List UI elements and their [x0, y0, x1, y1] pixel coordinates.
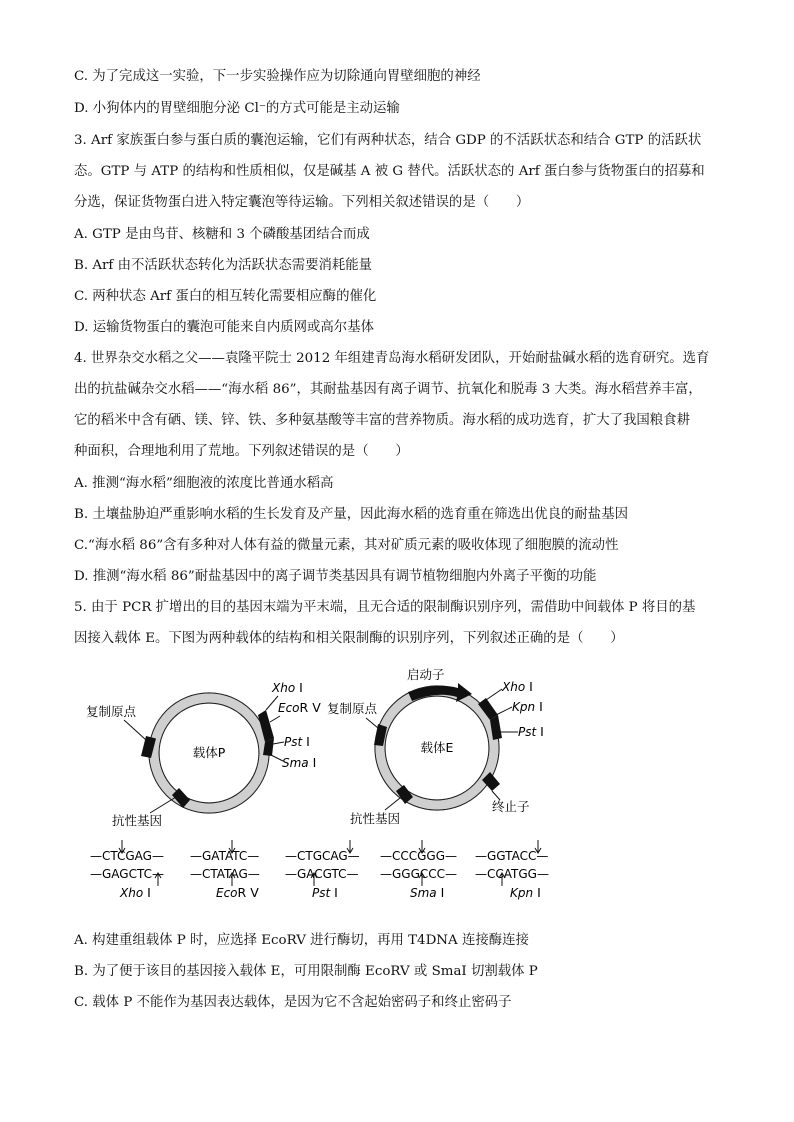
question-4-line-3: 它的稻米中含有硒、镁、锌、铁、多种氨基酸等丰富的营养物质。海水稻的成功选育，扩大了我国粮食耕 — [74, 413, 690, 428]
enzyme-psti-bottom: —GACGTC— — [285, 867, 359, 881]
vector-e-promoter-label: 启动子 — [407, 667, 445, 682]
question-4-line-1: 4. 世界杂交水稻之父——袁隆平院士 2012 年组建青岛海水稻研发团队，开始耐盐碱水稻的选育研究。选育 — [74, 351, 710, 366]
option-3c: C. 两种状态 Arf 蛋白的相互转化需要相应酶的催化 — [74, 289, 377, 304]
vector-e-name: 载体E — [420, 740, 454, 755]
option-4a: A. 推测“海水稻”细胞液的浓度比普通水稻高 — [74, 476, 334, 491]
leader-e-xhoi — [486, 689, 502, 700]
question-3-line-2: 态。GTP 与 ATP 的结构和性质相似，仅是碱基 A 被 G 替代。活跃状态的 Arf 蛋白参与货物蛋白的招募和 — [74, 164, 705, 179]
question-4-line-2: 出的抗盐碱杂交水稻——“海水稻 86”，其耐盐基因有离子调节、抗氧化和脱毒 3 大类。海水稻营养丰富， — [74, 382, 702, 397]
enzyme-xhoi — [90, 840, 164, 900]
vector-p-site-xhoi: Xho I — [272, 680, 303, 695]
vector-e — [327, 667, 544, 826]
question-5-line-2: 因接入载体 E。下图为两种载体的结构和相关限制酶的识别序列，下列叙述正确的是（ ） — [74, 631, 624, 646]
option-5c: C. 载体 P 不能作为基因表达载体，是因为它不含起始密码子和终止密码子 — [74, 995, 512, 1010]
vector-e-resistance-label: 抗性基因 — [350, 811, 401, 826]
option-2c: C. 为了完成这一实验，下一步实验操作应为切除通向胃壁细胞的神经 — [74, 69, 481, 84]
enzyme-smai-label: Sma I — [410, 885, 445, 900]
enzyme-kpni-top: —GGTACC— — [475, 849, 549, 863]
enzyme-kpni-label: Kpn I — [510, 885, 541, 900]
leader-xhoi — [266, 696, 278, 710]
enzyme-smai — [380, 840, 457, 900]
vector-e-ori-label: 复制原点 — [327, 701, 378, 716]
option-4c: C.“海水稻 86”含有多种对人体有益的微量元素，其对矿质元素的吸收体现了细胞膜的流动性 — [74, 538, 619, 553]
question-4-line-4: 种面积，合理地利用了荒地。下列叙述错误的是（ ） — [74, 444, 409, 459]
vector-e-site-kpni: Kpn I — [512, 699, 543, 714]
enzyme-ecorv-label: EcoR V — [216, 885, 259, 900]
option-5b: B. 为了便于该目的基因接入载体 E，可用限制酶 EcoRV 或 SmaI 切割载体 P — [74, 964, 538, 979]
question-3-line-1: 3. Arf 家族蛋白参与蛋白质的囊泡运输，它们有两种状态，结合 GDP 的不活跃状态和结合 GTP 的活跃状 — [74, 133, 702, 148]
vector-e-terminator-label: 终止子 — [492, 799, 530, 814]
vector-p-site-psti: Pst I — [284, 734, 310, 749]
vector-e-site-psti: Pst I — [518, 724, 544, 739]
vector-p — [86, 680, 321, 828]
vector-p-site-smai: Sma I — [282, 755, 317, 770]
enzyme-kpni — [475, 840, 549, 900]
enzyme-sequences — [90, 840, 549, 900]
leader-psti — [273, 742, 284, 744]
vector-e-site-xhoi: Xho I — [502, 679, 533, 694]
enzyme-xhoi-top: —CTCGAG— — [90, 849, 164, 863]
vector-diagram — [80, 660, 570, 910]
enzyme-smai-bottom: —GGGCCC— — [380, 867, 458, 881]
enzyme-psti-top: —CTGCAG— — [285, 849, 360, 863]
vector-e-ori-leader — [366, 718, 378, 728]
vector-p-name: 载体P — [192, 745, 226, 760]
option-4b: B. 土壤盐胁迫严重影响水稻的生长发育及产量，因此海水稻的选育重在筛选出优良的耐盐基因 — [74, 507, 628, 522]
enzyme-ecorv-bottom: —CTATAG— — [190, 867, 260, 881]
enzyme-ecorv-top: —GATATC— — [190, 849, 260, 863]
vector-p-ori-label: 复制原点 — [86, 704, 137, 719]
question-3-line-3: 分选，保证货物蛋白进入特定囊泡等待运输。下列相关叙述错误的是（ ） — [74, 195, 530, 210]
option-3a: A. GTP 是由鸟苷、核糖和 3 个磷酸基团结合而成 — [74, 227, 370, 242]
leader-e-kpni — [494, 707, 512, 716]
vector-p-resistance-leader — [150, 797, 176, 813]
question-5-line-1: 5. 由于 PCR 扩增出的目的基因末端为平末端，且无合适的限制酶识别序列，需借助中间载体 P 将目的基 — [74, 600, 696, 615]
enzyme-xhoi-label: Xho I — [120, 885, 151, 900]
enzyme-psti-label: Pst I — [312, 885, 338, 900]
option-2d: D. 小狗体内的胃壁细胞分泌 Cl⁻的方式可能是主动运输 — [74, 101, 400, 116]
option-3b: B. Arf 由不活跃状态转化为活跃状态需要消耗能量 — [74, 258, 373, 273]
enzyme-smai-top: —CCCGGG— — [380, 849, 458, 863]
enzyme-xhoi-bottom: —GAGCTC— — [90, 867, 164, 881]
enzyme-psti — [285, 840, 360, 900]
vector-p-ori-leader — [124, 720, 146, 740]
vector-e-resistance-leader — [385, 798, 400, 810]
option-3d: D. 运输货物蛋白的囊泡可能来自内质网或高尔基体 — [74, 320, 374, 335]
vector-p-resistance-label: 抗性基因 — [112, 813, 163, 828]
enzyme-ecorv — [190, 840, 260, 900]
enzyme-kpni-bottom: —CCATGG— — [475, 867, 549, 881]
option-5a: A. 构建重组载体 P 时，应选择 EcoRV 进行酶切，再用 T4DNA 连接酶连接 — [74, 933, 529, 948]
vector-p-site-ecorv: EcoR V — [278, 700, 321, 715]
leader-ecorv — [270, 716, 280, 722]
option-4d: D. 推测“海水稻 86”耐盐基因中的离子调节类基因具有调节植物细胞内外离子平衡的功能 — [74, 569, 597, 584]
